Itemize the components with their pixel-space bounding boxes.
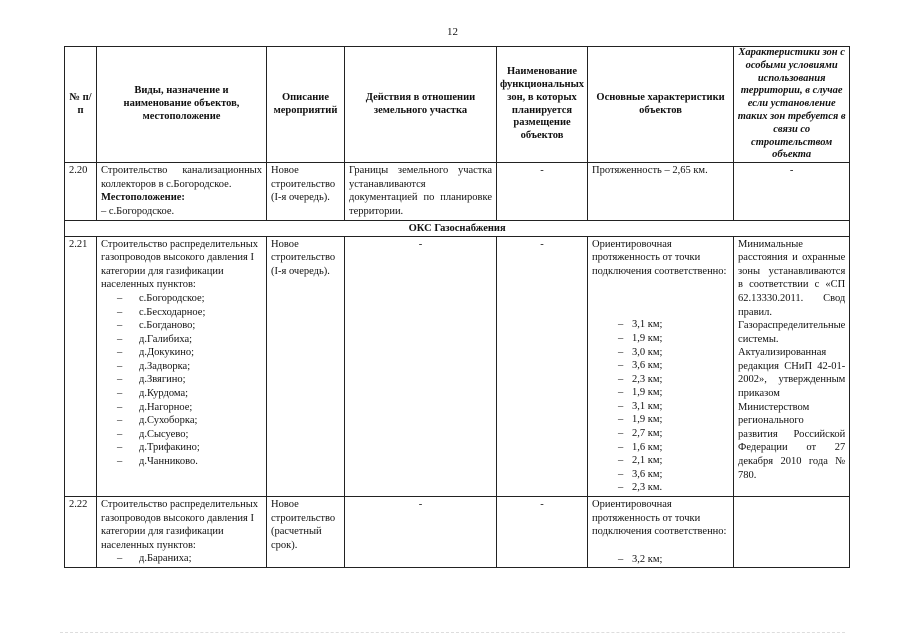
place-item: – д.Докукино; xyxy=(117,346,262,360)
location: – с.Богородское. xyxy=(101,205,175,217)
place-item: – д.Нагорное; xyxy=(117,401,262,415)
length-item: – 3,6 км; xyxy=(618,359,729,373)
row-number: 2.22 xyxy=(65,497,97,568)
places-list xyxy=(101,292,262,469)
section-row xyxy=(65,220,850,236)
place-item: – д.Чанниково. xyxy=(117,455,262,469)
header-characteristics: Основные характеристики объектов xyxy=(588,47,734,163)
place-item: – д.Бараниха; xyxy=(117,552,262,566)
zone-characteristics: Минимальные расстояния и охранные зоны устанавливаются в соответствии с «СП 62.13330.2011. Свод правил. Газораспределительные системы. Актуализированная редакция СНиП 42-01-2002», утвержденным приказом Министерством регионального развития Российской Федерации от 27 декабря 2010 года № 780. xyxy=(734,236,850,497)
page-number: 12 xyxy=(447,26,458,38)
object-title: Строительство распределительных газопроводов высокого давления I категории для газификации населенных пунктов: xyxy=(101,499,259,551)
table-row xyxy=(65,497,850,568)
characteristics: Протяженность – 2,65 км. xyxy=(588,163,734,220)
header-types: Виды, назначение и наименование объектов, местоположение xyxy=(97,47,267,163)
zone: - xyxy=(497,163,588,220)
header-zones: Наименование функциональных зон, в которых планируется размещение объектов xyxy=(497,47,588,163)
table-row xyxy=(65,236,850,497)
characteristics xyxy=(588,236,734,497)
place-item: – д.Задворка; xyxy=(117,360,262,374)
places-list xyxy=(101,552,262,566)
zone: - xyxy=(497,236,588,497)
object-title: Строительство распределительных газопроводов высокого давления I категории для газификации населенных пунктов: xyxy=(101,238,259,291)
measure: Новое строительство (I-я очередь). xyxy=(267,163,345,220)
header-measures: Описание мероприятий xyxy=(267,47,345,163)
zone-characteristics xyxy=(734,497,850,568)
measure: Новое строительство (расчетный срок). xyxy=(267,497,345,568)
action: - xyxy=(345,497,497,568)
row-number: 2.20 xyxy=(65,163,97,220)
length-item: – 3,2 км; xyxy=(618,553,729,567)
length-item: – 2,1 км; xyxy=(618,454,729,468)
place-item: – д.Курдома; xyxy=(117,387,262,401)
object-title: Строительство канализационных коллекторов в с.Богородское. xyxy=(101,165,262,190)
zone: - xyxy=(497,497,588,568)
length-item: – 3,1 км; xyxy=(618,400,729,414)
action: Границы земельного участка устанавливаются документацией по планировке территории. xyxy=(345,163,497,220)
characteristics-intro: Ориентировочная протяженность от точки подключения соответственно: xyxy=(592,499,727,538)
zone-characteristics: - xyxy=(734,163,850,220)
location-label: Местоположение: xyxy=(101,192,185,204)
page-bottom xyxy=(0,600,905,640)
measure: Новое строительство (I-я очередь). xyxy=(267,236,345,497)
place-item: – с.Богородское; xyxy=(117,292,262,306)
header-zone-characteristics: Характеристики зон с особыми условиями использования территории, в случае если установление таких зон требуется в связи со строительством объекта xyxy=(734,47,850,163)
place-item: – д.Сысуево; xyxy=(117,428,262,442)
length-item: – 1,9 км; xyxy=(618,332,729,346)
length-item: – 3,0 км; xyxy=(618,346,729,360)
table-row xyxy=(65,163,850,220)
length-item: – 2,3 км; xyxy=(618,373,729,387)
length-item: – 2,3 км. xyxy=(618,481,729,495)
place-item: – д.Звягино; xyxy=(117,373,262,387)
place-item: – д.Сухоборка; xyxy=(117,414,262,428)
lengths-list xyxy=(592,553,729,567)
length-item: – 1,9 км; xyxy=(618,386,729,400)
header-num: № п/п xyxy=(65,47,97,163)
length-item: – 1,9 км; xyxy=(618,413,729,427)
length-item: – 2,7 км; xyxy=(618,427,729,441)
length-item: – 3,6 км; xyxy=(618,468,729,482)
place-item: – с.Богданово; xyxy=(117,319,262,333)
objects-table xyxy=(64,46,850,568)
location-value: с.Богородское. xyxy=(108,205,175,217)
place-item: – с.Бесходарное; xyxy=(117,306,262,320)
characteristics xyxy=(588,497,734,568)
header-actions: Действия в отношении земельного участка xyxy=(345,47,497,163)
length-item: – 1,6 км; xyxy=(618,441,729,455)
place-item: – д.Трифакино; xyxy=(117,441,262,455)
lengths-list xyxy=(592,318,729,495)
scan-edge xyxy=(60,632,845,634)
section-title: ОКС Газоснабжения xyxy=(65,220,850,236)
action: - xyxy=(345,236,497,497)
characteristics-intro: Ориентировочная протяженность от точки подключения соответственно: xyxy=(592,238,727,277)
object-description xyxy=(97,236,267,497)
length-item: – 3,1 км; xyxy=(618,318,729,332)
place-item: – д.Галибиха; xyxy=(117,333,262,347)
object-description xyxy=(97,163,267,220)
object-description xyxy=(97,497,267,568)
row-number: 2.21 xyxy=(65,236,97,497)
